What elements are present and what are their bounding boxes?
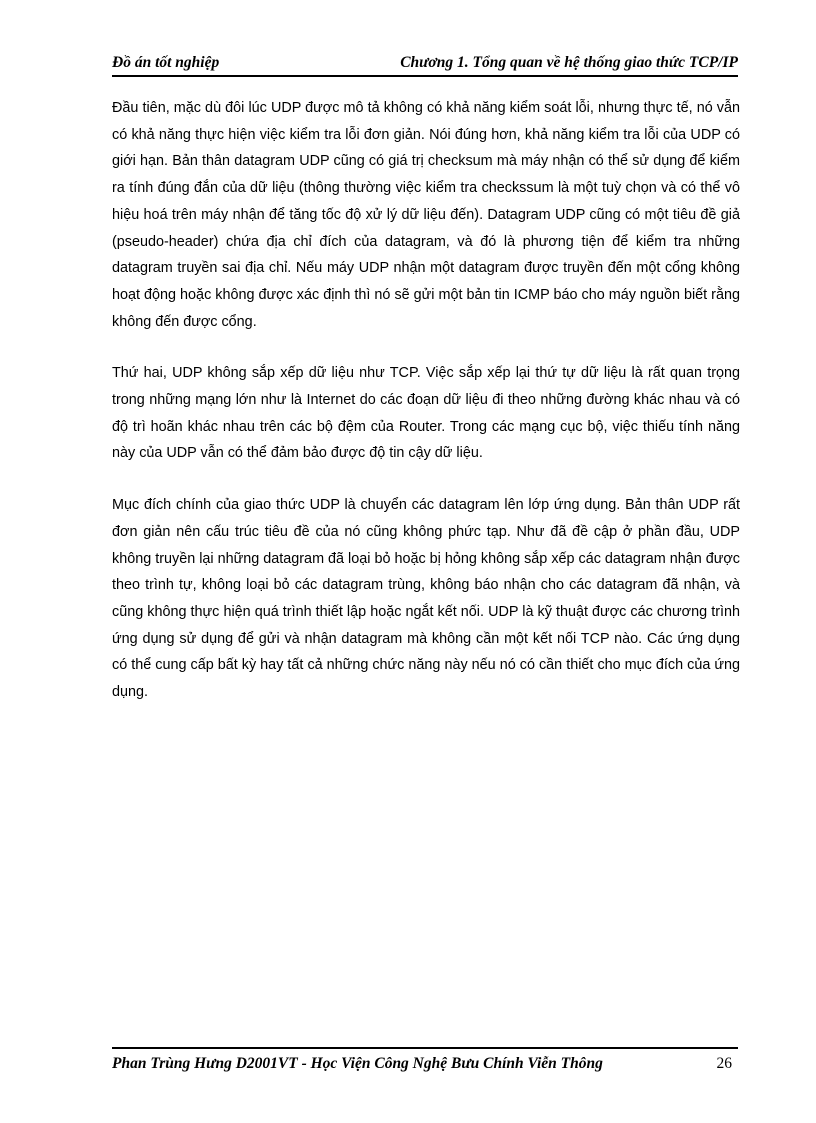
- header-chapter-title: Chương 1. Tổng quan về hệ thống giao thức TCP/IP: [400, 54, 738, 71]
- page-number: 26: [716, 1055, 732, 1072]
- paragraph-3: Mục đích chính của giao thức UDP là chuyển các datagram lên lớp ứng dụng. Bản thân UDP rất đơn giản nên cấu trúc tiêu đề của nó cũng không phức tạp. Như đã đề cập ở phần đầu, UDP không truyền lại những datagram đã loại bỏ hoặc bị hỏng không sắp xếp các datagram nhận được theo trình tự, không loại bỏ các datagram trùng, không báo nhận cho các datagram đã nhận, và cũng không thực hiện quá trình thiết lập hoặc ngắt kết nối. UDP là kỹ thuật được các chương trình ứng dụng sử dụng để gửi và nhận datagram mà không cần một kết nối TCP nào. Các ứng dụng có thể cung cấp bất kỳ hay tất cả những chức năng này nếu nó có cần thiết cho mục đích của ứng dụng.: [112, 497, 740, 701]
- paragraph-1: Đầu tiên, mặc dù đôi lúc UDP được mô tả không có khả năng kiểm soát lỗi, nhưng thực tế, nó vẫn có khả năng thực hiện việc kiểm tra lỗi đơn giản. Nói đúng hơn, khả năng kiểm tra lỗi của UDP có giới hạn. Bản thân datagram UDP cũng có giá trị checksum mà máy nhận có thể sử dụng để kiểm ra tính đúng đắn của dữ liệu (thông thường việc kiểm tra checkssum là một tuỳ chọn và có thể vô hiệu hoá trên máy nhận để tăng tốc độ xử lý dữ liệu đến). Datagram UDP cũng có một tiêu đề giả (pseudo-header) chứa địa chỉ đích của datagram, và đó là phương tiện để kiểm tra những datagram truyền sai địa chỉ. Nếu máy UDP nhận một datagram được truyền đến một cổng không hoạt động hoặc không được xác định thì nó sẽ gửi một bản tin ICMP báo cho máy nguồn biết rằng không đến được cổng.: [112, 100, 740, 330]
- paragraph-2: Thứ hai, UDP không sắp xếp dữ liệu như TCP. Việc sắp xếp lại thứ tự dữ liệu là rất quan trọng trong những mạng lớn như là Internet do các đoạn dữ liệu đi theo những đường khác nhau và có độ trì hoãn khác nhau trên các bộ đệm của Router. Trong các mạng cục bộ, việc thiếu tính năng này của UDP vẫn có thể đảm bảo được độ tin cậy dữ liệu.: [112, 365, 740, 462]
- page-footer: [112, 1047, 738, 1074]
- page-header: [112, 51, 738, 77]
- footer-author: Phan Trùng Hưng D2001VT - Học Viện Công Nghệ Bưu Chính Viễn Thông: [112, 1055, 603, 1072]
- page-body: [112, 95, 740, 731]
- header-document-type: Đồ án tốt nghiệp: [112, 54, 220, 71]
